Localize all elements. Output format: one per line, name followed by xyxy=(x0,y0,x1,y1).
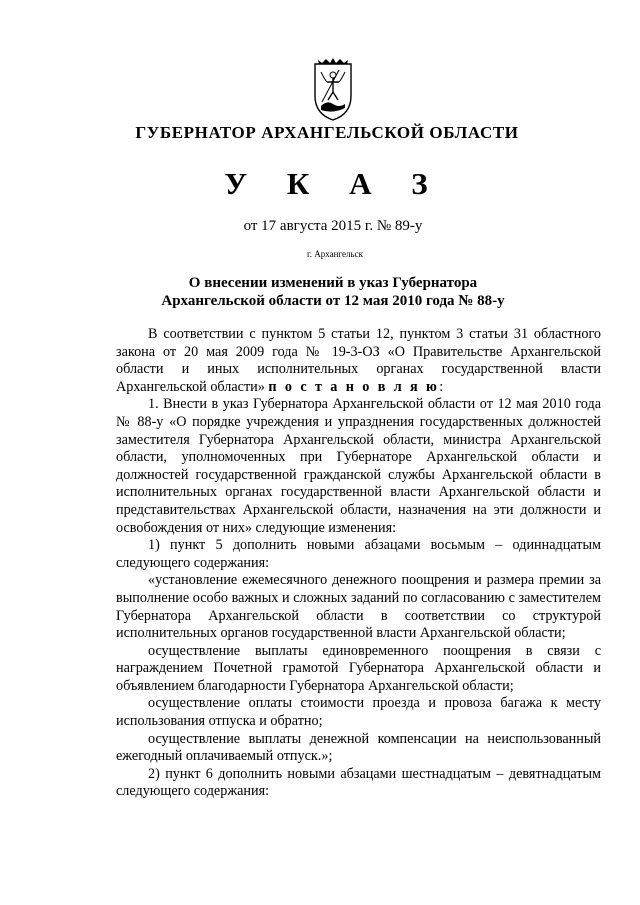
preamble-paragraph xyxy=(116,326,601,396)
document-type-title: У К А З xyxy=(224,166,444,201)
decree-word: п о с т а н о в л я ю xyxy=(268,378,440,395)
quote-paragraph-4: осуществление выплаты денежной компенсации на неиспользованный ежегодный оплачиваемый отпуск.»; xyxy=(116,730,601,765)
coat-of-arms-emblem xyxy=(313,58,353,122)
subitem-2-paragraph: 2) пункт 6 дополнить новыми абзацами шестнадцатым – девятнадцатым следующего содержания: xyxy=(116,765,601,800)
document-body xyxy=(116,326,601,801)
quote-paragraph-2: осуществление выплаты единовременного поощрения в связи с награждением Почетной грамотой Губернатора Архангельской области и объявлением благодарности Губернатора Архангельской области; xyxy=(116,642,601,694)
document-date-number: от 17 августа 2015 г. № 89-у xyxy=(243,218,423,234)
subitem-1-paragraph: 1) пункт 5 дополнить новыми абзацами восьмым – одиннадцатым следующего содержания: xyxy=(116,537,601,571)
quote-paragraph-3: осуществление оплаты стоимости проезда и провоза багажа к месту использования отпуска и обратно; xyxy=(116,695,601,730)
subject-line-2: Архангельской области от 12 мая 2010 года № 88-у xyxy=(161,293,505,309)
issuing-authority: ГУБЕРНАТОР АРХАНГЕЛЬСКОЙ ОБЛАСТИ xyxy=(135,123,519,142)
document-subject xyxy=(0,274,640,310)
preamble-text: В соответствии с пунктом 5 статьи 12, пунктом 3 статьи 31 областного закона от 20 мая 2009 года № 19-3-ОЗ «О Правительстве Архангельской области и иных исполнительных органах государственной власти Архангельской области» xyxy=(116,326,601,395)
quote-paragraph-1: «установление ежемесячного денежного поощрения и размера премии за выполнение особо важных и сложных заданий по согласованию с заместителем Губернатора Архангельской области в соответствии со структурой исполнительных органов государственной власти Архангельской области; xyxy=(116,572,601,642)
decree-colon: : xyxy=(439,378,444,395)
document-place: г. Архангельск xyxy=(307,249,363,259)
item-1-paragraph: 1. Внести в указ Губернатора Архангельской области от 12 мая 2010 года № 88-у «О порядке учреждения и упразднения государственных должностей заместителя Губернатора Архангельской области, министра Архангельской области, уполномоченных при Губернаторе Архангельской области и должностей государственной гражданской службы Архангельской области в исполнительных органах государственной власти Архангельской области и представительствах Архангельской области, назначения на эти должности и освобождения от них» следующие изменения: xyxy=(116,396,601,536)
subject-line-1: О внесении изменений в указ Губернатора xyxy=(188,275,478,291)
